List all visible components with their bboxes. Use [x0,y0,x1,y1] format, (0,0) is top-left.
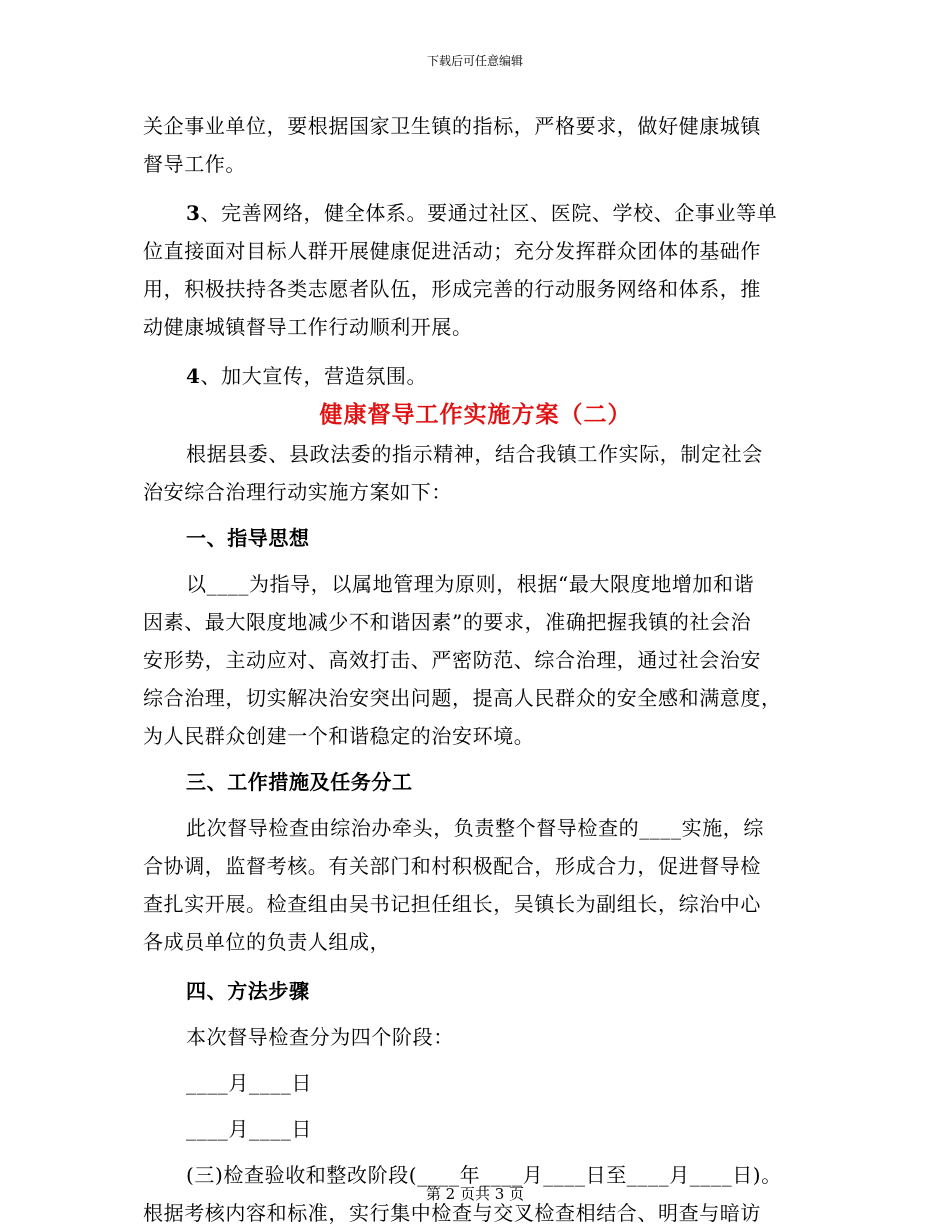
paragraph-line: 本次督导检查分为四个阶段： [186,1025,454,1049]
page-footer: 第 2 页共 3 页 [425,1185,525,1203]
date-line: ____月____日 [186,1071,312,1095]
paragraph-line: 用，积极扶持各类志愿者队伍，形成完善的行动服务网络和体系，推 [143,277,761,301]
paragraph-line: 关企事业单位，要根据国家卫生镇的指标，严格要求，做好健康城镇 [143,114,761,138]
paragraph-line: 此次督导检查由综治办牵头，负责整个督导检查的____实施，综 [186,816,764,840]
heading-method-steps: 四、方法步骤 [186,979,310,1003]
paragraph-line: 合协调，监督考核。有关部门和村积极配合，形成合力，促进督导检 [143,854,761,878]
paragraph-line: 查扎实开展。检查组由吴书记担任组长，吴镇长为副组长，综治中心 [143,892,761,916]
heading-work-measures: 三、工作措施及任务分工 [186,770,413,794]
list-item-4: 4、加大宣传，营造氛围。 [186,364,428,388]
paragraph-line: 位直接面对目标人群开展健康促进活动；充分发挥群众团体的基础作 [143,239,761,263]
paragraph-line: 督导工作。 [143,152,246,176]
list-item-3: 3、完善网络，健全体系。要通过社区、医院、学校、企事业等单 [186,201,778,225]
paragraph-line: 安形势，主动应对、高效打击、严密防范、综合治理，通过社会治安 [143,648,761,672]
paragraph-line: 动健康城镇督导工作行动顺利开展。 [143,315,473,339]
paragraph-line: 根据考核内容和标准，实行集中检查与交叉检查相结合、明查与暗访 [143,1201,761,1225]
paragraph-line: 根据县委、县政法委的指示精神，结合我镇工作实际，制定社会 [186,442,763,466]
date-line: ____月____日 [186,1117,312,1141]
paragraph-line: 以____为指导，以属地管理为原则，根据“最大限度地增加和谐 [186,572,755,596]
paragraph-line: 治安综合治理行动实施方案如下： [143,480,452,504]
document-body [143,107,808,1232]
paragraph-line: 各成员单位的负责人组成， [143,930,391,954]
paragraph-line: 综合治理，切实解决治安突出问题，提高人民群众的安全感和满意度， [143,686,782,710]
item-number: 3 [186,201,201,225]
page-header: 下载后可任意编辑 [426,54,523,68]
heading-guiding-ideology: 一、指导思想 [186,526,310,550]
paragraph-line: 为人民群众创建一个和谐稳定的治安环境。 [143,724,535,748]
paragraph-line: 因素、最大限度地减少不和谐因素”的要求，准确把握我镇的社会治 [143,610,752,634]
item-number: 4 [186,364,201,388]
stage-three-line: (三)检查验收和整改阶段(____年____月____日至____月____日)。 [186,1163,782,1187]
section-title: 健康督导工作实施方案（二） [319,401,632,428]
